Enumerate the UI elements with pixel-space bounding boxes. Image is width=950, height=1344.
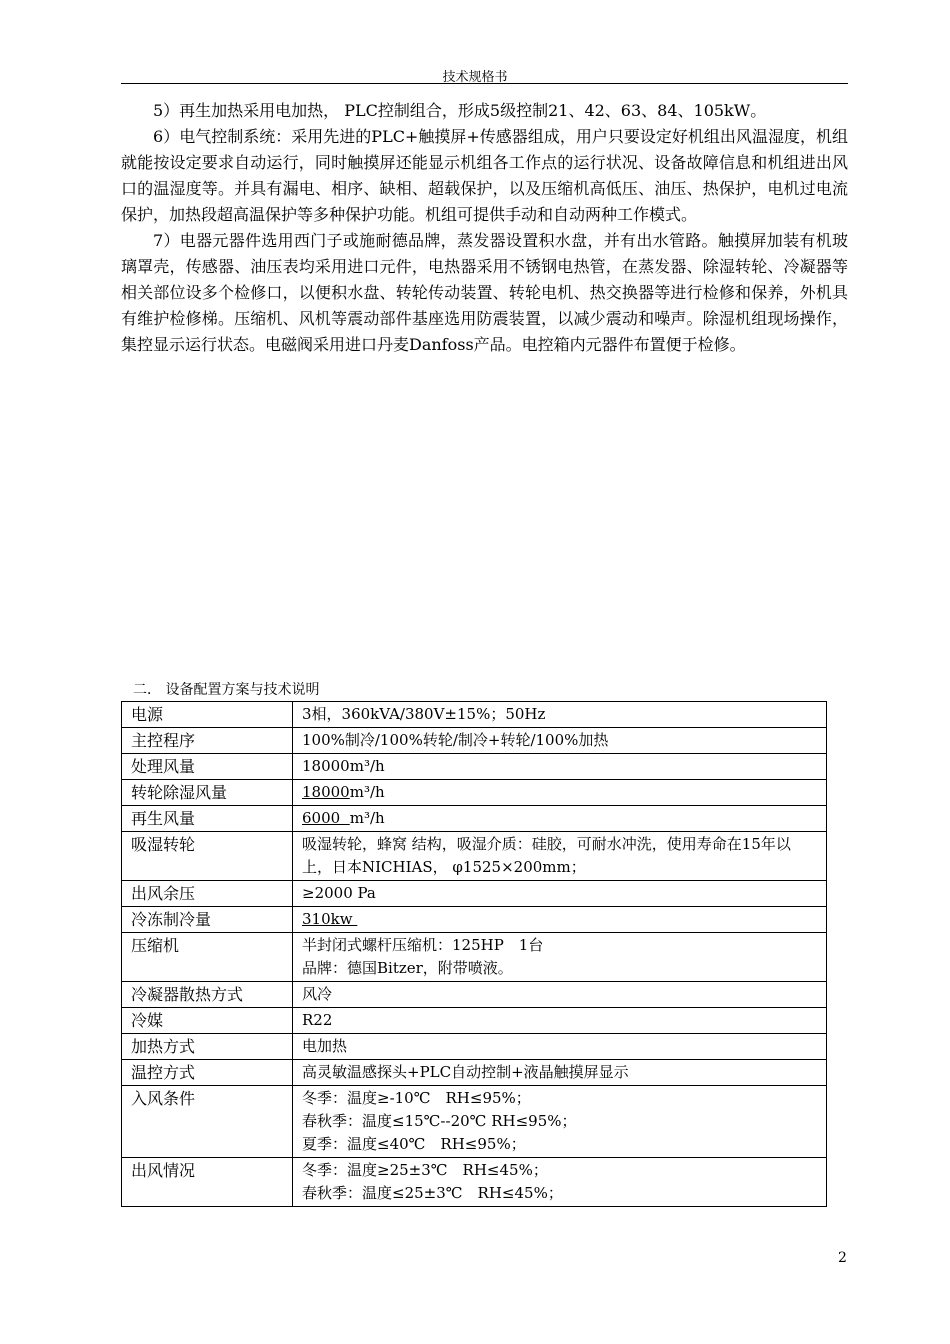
value-line: 冬季：温度≥25±3℃ RH≤45%； <box>302 1161 548 1179</box>
section-title: 二． 设备配置方案与技术说明 <box>133 682 320 698</box>
unit: m³/h <box>349 783 385 801</box>
table-row <box>122 702 827 728</box>
underlined-value: 18000 <box>302 783 350 801</box>
row-value <box>293 1158 827 1207</box>
table-row <box>122 907 827 933</box>
value-line: 品牌：德国Bitzer，附带喷液。 <box>302 959 513 977</box>
body-text <box>121 98 848 358</box>
table-row <box>122 982 827 1008</box>
table-row <box>122 754 827 780</box>
row-value: 18000m³/h <box>293 754 827 780</box>
table-row <box>122 728 827 754</box>
row-value <box>293 907 827 933</box>
row-value <box>293 1086 827 1158</box>
header-title: 技术规格书 <box>442 70 508 85</box>
row-label: 入风条件 <box>122 1086 293 1158</box>
row-label: 再生风量 <box>122 806 293 832</box>
table-row <box>122 832 827 881</box>
value-line: 夏季：温度≤40℃ RH≤95%； <box>302 1135 526 1153</box>
underlined-value: 6000 <box>302 809 350 827</box>
row-value: 吸湿转轮，蜂窝 结构，吸湿介质：硅胶，可耐水冲洗，使用寿命在15年以上，日本NICHIAS， φ1525×200mm； <box>293 832 827 881</box>
paragraph: 6）电气控制系统：采用先进的PLC+触摸屏+传感器组成，用户只要设定好机组出风温湿度，机组就能按设定要求自动运行，同时触摸屏还能显示机组各工作点的运行状况、设备故障信息和机组进出风口的温湿度等。并具有漏电、相序、缺相、超载保护，以及压缩机高低压、油压、热保护，电机过电流保护，加热段超高温保护等多种保护功能。机组可提供手动和自动两种工作模式。 <box>121 127 848 224</box>
table-row <box>122 1008 827 1034</box>
underlined-value: 310kw <box>302 910 358 928</box>
row-label: 主控程序 <box>122 728 293 754</box>
value-line: 冬季：温度≥-10℃ RH≤95%； <box>302 1089 531 1107</box>
row-label: 转轮除湿风量 <box>122 780 293 806</box>
unit: m³/h <box>349 809 385 827</box>
table-row <box>122 1060 827 1086</box>
row-value: R22 <box>293 1008 827 1034</box>
row-label: 冷媒 <box>122 1008 293 1034</box>
header-rule <box>121 83 848 84</box>
paragraph: 5）再生加热采用电加热， PLC控制组合，形成5级控制21、42、63、84、105kW。 <box>153 101 767 120</box>
table-row <box>122 806 827 832</box>
row-label: 冷冻制冷量 <box>122 907 293 933</box>
value-line: 春秋季：温度≤25±3℃ RH≤45%； <box>302 1184 563 1202</box>
row-value: 100%制冷/100%转轮/制冷+转轮/100%加热 <box>293 728 827 754</box>
row-label: 出风情况 <box>122 1158 293 1207</box>
row-value <box>293 933 827 982</box>
value-line: 半封闭式螺杆压缩机：125HP 1台 <box>302 936 544 954</box>
spec-table <box>121 701 827 1207</box>
paragraph: 7）电器元器件选用西门子或施耐德品牌，蒸发器设置积水盘，并有出水管路。触摸屏加装有机玻璃罩壳，传感器、油压表均采用进口元件，电热器采用不锈钢电热管，在蒸发器、除湿转轮、冷凝器等相关部位设多个检修口，以便积水盘、转轮传动装置、转轮电机、热交换器等进行检修和保养，外机具有维护检修梯。压缩机、风机等震动部件基座选用防震装置，以减少震动和噪声。除湿机组现场操作，集控显示运行状态。电磁阀采用进口丹麦Danfoss产品。电控箱内元器件布置便于检修。 <box>121 231 848 354</box>
value-line: 春秋季：温度≤15℃--20℃ RH≤95%； <box>302 1112 577 1130</box>
row-value: 3相，360kVA/380V±15%；50Hz <box>293 702 827 728</box>
table-row <box>122 881 827 907</box>
row-label: 出风余压 <box>122 881 293 907</box>
row-value: ≥2000 Pa <box>293 881 827 907</box>
table-row <box>122 1158 827 1207</box>
row-label: 加热方式 <box>122 1034 293 1060</box>
page-number: 2 <box>838 1250 847 1266</box>
row-label: 温控方式 <box>122 1060 293 1086</box>
table-row <box>122 1086 827 1158</box>
row-value <box>293 806 827 832</box>
row-value <box>293 780 827 806</box>
row-value: 电加热 <box>293 1034 827 1060</box>
row-label: 冷凝器散热方式 <box>122 982 293 1008</box>
row-value: 高灵敏温感探头+PLC自动控制+液晶触摸屏显示 <box>293 1060 827 1086</box>
row-label: 电源 <box>122 702 293 728</box>
table-row <box>122 780 827 806</box>
row-label: 吸湿转轮 <box>122 832 293 881</box>
table-row <box>122 933 827 982</box>
table-row <box>122 1034 827 1060</box>
row-value: 风冷 <box>293 982 827 1008</box>
row-label: 压缩机 <box>122 933 293 982</box>
row-label: 处理风量 <box>122 754 293 780</box>
